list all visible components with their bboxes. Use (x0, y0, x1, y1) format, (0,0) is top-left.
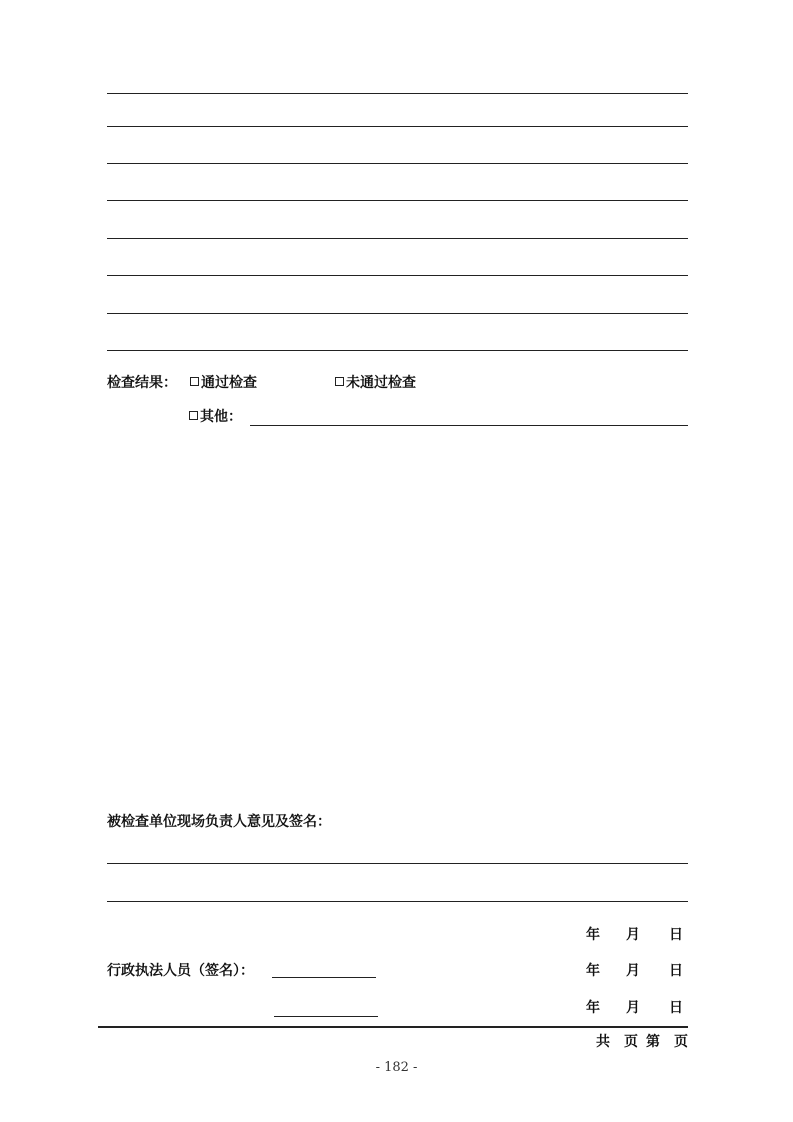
writing-line (107, 901, 688, 902)
writing-line (107, 200, 688, 201)
month-label: 月 (626, 927, 640, 943)
checkbox-icon[interactable] (190, 377, 199, 386)
footer-rule (98, 1026, 688, 1028)
month-label: 月 (626, 963, 640, 979)
checkbox-icon[interactable] (335, 377, 344, 386)
day-label: 日 (669, 1000, 683, 1016)
page-number: - 182 - (375, 1060, 418, 1075)
total-label: 共 (596, 1034, 610, 1050)
writing-line (107, 238, 688, 239)
nth-label: 第 (646, 1034, 660, 1050)
writing-line (107, 863, 688, 864)
officer-signature-label: 行政执法人员（签名）： (107, 963, 254, 979)
writing-line (107, 163, 688, 164)
officer-signature-line-2[interactable] (274, 1016, 378, 1017)
inspection-result-label: 检查结果： (107, 375, 177, 391)
writing-line (107, 350, 688, 351)
page-label: 页 (624, 1034, 638, 1050)
other-input-line[interactable] (250, 425, 688, 426)
day-label: 日 (669, 963, 683, 979)
option-pass-label: 通过检查 (201, 375, 257, 391)
page-label-2: 页 (674, 1034, 688, 1050)
option-fail[interactable] (335, 374, 416, 392)
year-label: 年 (586, 963, 600, 979)
day-label: 日 (669, 927, 683, 943)
officer-signature-line-1[interactable] (272, 977, 376, 978)
writing-line (107, 126, 688, 127)
option-other[interactable] (189, 408, 242, 426)
checkbox-icon[interactable] (189, 411, 198, 420)
option-other-label: 其他： (200, 409, 242, 425)
writing-line (107, 275, 688, 276)
month-label: 月 (626, 1000, 640, 1016)
writing-line (107, 93, 688, 94)
writing-line (107, 313, 688, 314)
year-label: 年 (586, 927, 600, 943)
year-label: 年 (586, 1000, 600, 1016)
option-pass[interactable] (190, 374, 257, 392)
option-fail-label: 未通过检查 (346, 375, 416, 391)
opinion-label: 被检查单位现场负责人意见及签名： (107, 814, 331, 830)
